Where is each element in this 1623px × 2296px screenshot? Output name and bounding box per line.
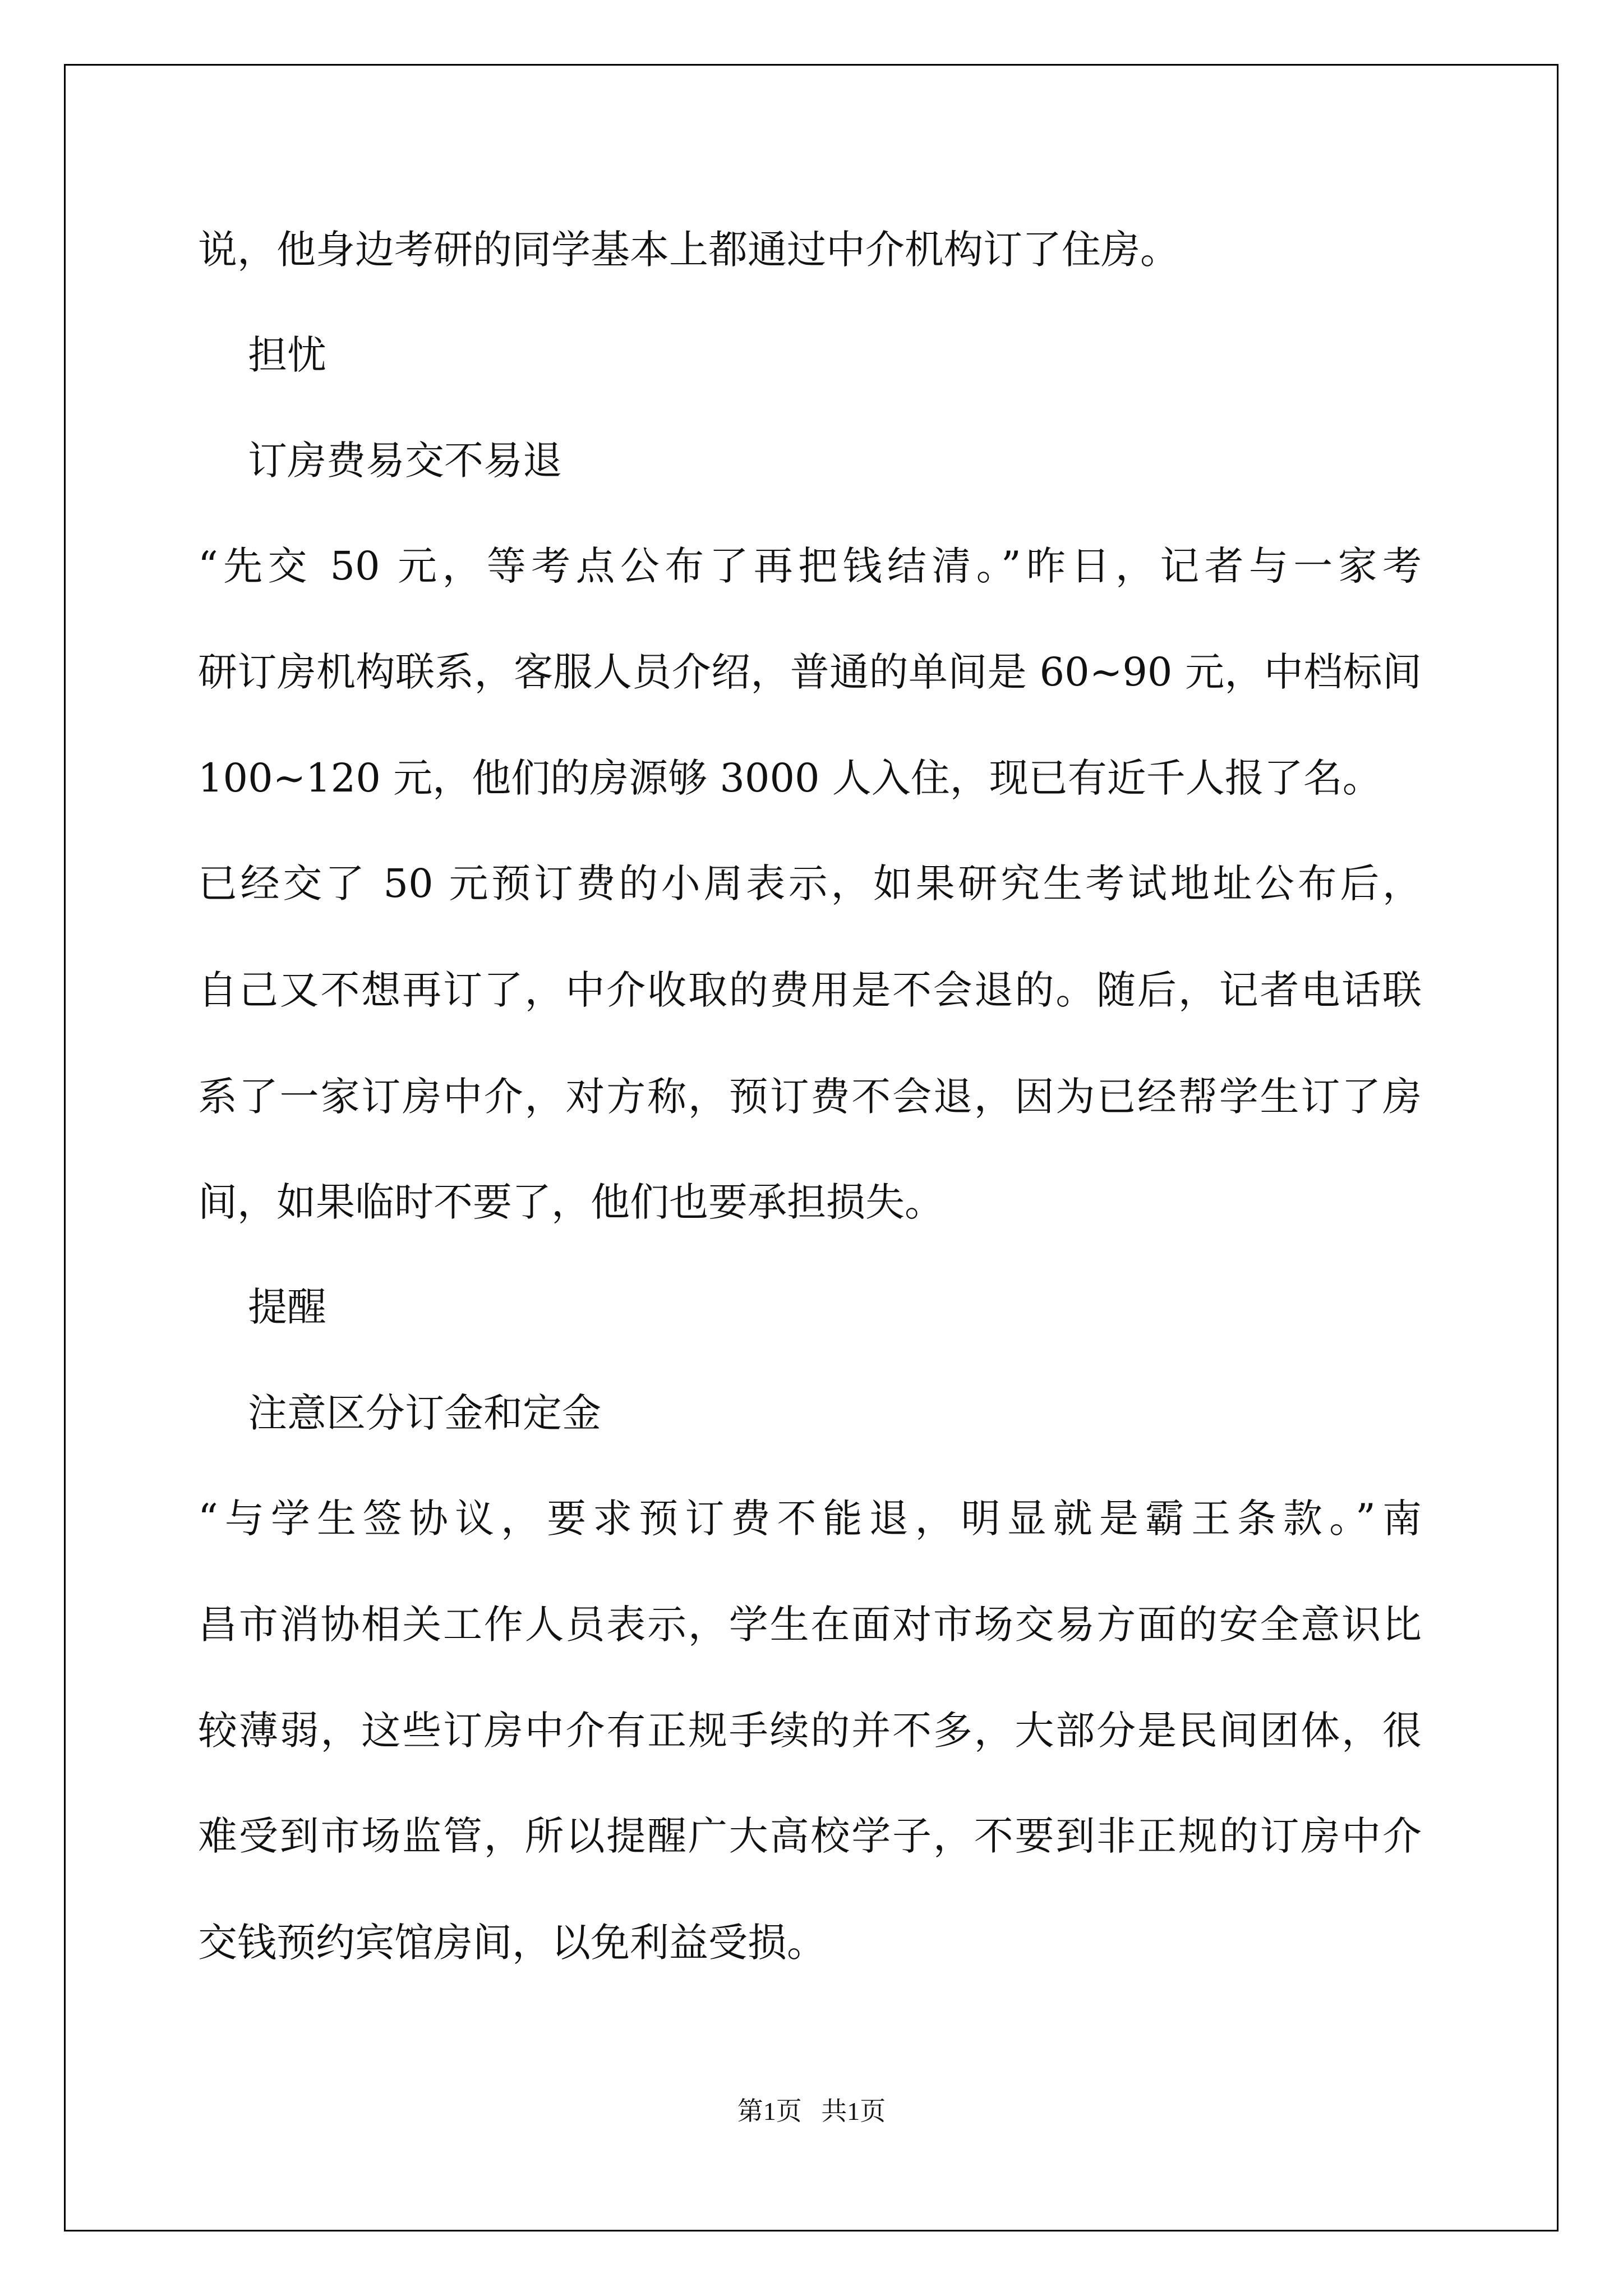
text-line: 自己又不想再订了，中介收取的费用是不会退的。随后，记者电话联 <box>198 967 1422 1013</box>
text-line: 100~120 元，他们的房源够 3000 人入住，现已有近千人报了名。 <box>198 755 1382 801</box>
section-subheading: 注意区分订金和定金 <box>198 1390 602 1436</box>
text-line: 难受到市场监管，所以提醒广大高校学子，不要到非正规的订房中介 <box>198 1813 1422 1859</box>
text-line: 说，他身边考研的同学基本上都通过中介机构订了住房。 <box>198 227 1179 273</box>
text-line: 研订房机构联系，客服人员介绍，普通的单间是 60~90 元，中档标间 <box>198 649 1422 695</box>
text-line: 间，如果临时不要了，他们也要承担损失。 <box>198 1179 944 1225</box>
text-line: “与学生签协议，要求预订费不能退，明显就是霸王条款。”南 <box>198 1496 1422 1542</box>
text-line: 已经交了 50 元预订费的小周表示，如果研究生考试地址公布后， <box>198 861 1422 907</box>
section-subheading: 订房费易交不易退 <box>198 438 562 484</box>
text-line: 系了一家订房中介，对方称，预订费不会退，因为已经帮学生订了房 <box>198 1074 1422 1120</box>
text-line: 较薄弱，这些订房中介有正规手续的并不多，大部分是民间团体，很 <box>198 1708 1422 1754</box>
text-line: “先交 50 元，等考点公布了再把钱结清。”昨日，记者与一家考 <box>198 543 1422 589</box>
page-number-footer: 第1页 共1页 <box>737 2097 886 2125</box>
text-line: 交钱预约宾馆房间，以免利益受损。 <box>198 1920 826 1966</box>
page-border <box>64 64 1559 2231</box>
section-heading: 担忧 <box>198 332 327 378</box>
section-heading: 提醒 <box>198 1284 327 1330</box>
text-line: 昌市消协相关工作人员表示，学生在面对市场交易方面的安全意识比 <box>198 1602 1422 1648</box>
